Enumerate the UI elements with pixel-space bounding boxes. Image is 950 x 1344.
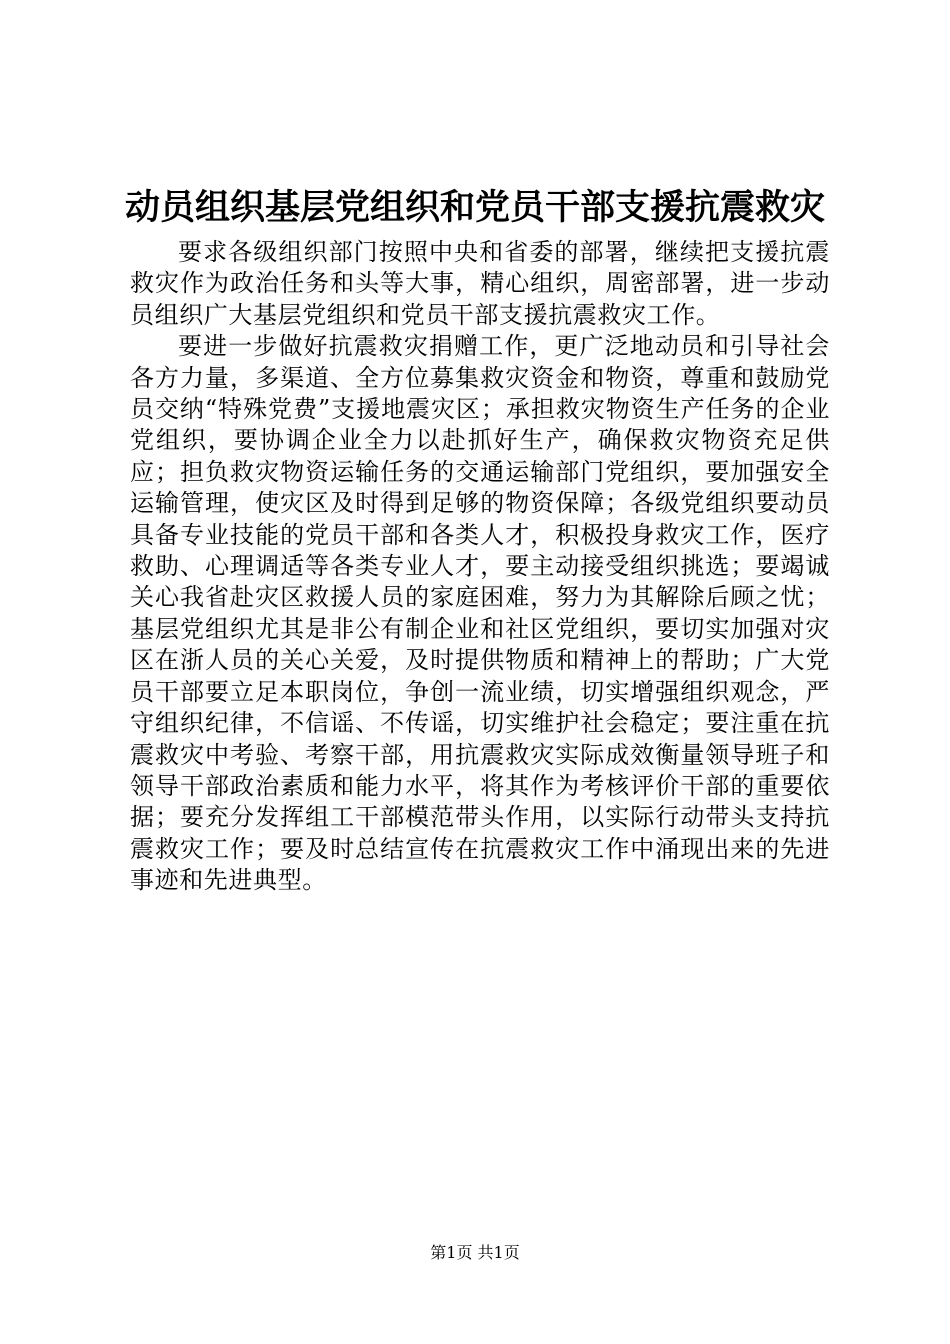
page-title: 动员组织基层党组织和党员干部支援抗震救灾 (124, 187, 825, 228)
document-body (130, 237, 830, 897)
paragraph-1: 要求各级组织部门按照中央和省委的部署，继续把支援抗震救灾作为政治任务和头等大事，精心组织，周密部署，进一步动员组织广大基层党组织和党员干部支援抗震救灾工作。 (130, 238, 830, 329)
paragraph-2: 要进一步做好抗震救灾捐赠工作，更广泛地动员和引导社会各方力量，多渠道、全方位募集救灾资金和物资，尊重和鼓励党员交纳“特殊党费”支援地震灾区；承担救灾物资生产任务的企业党组织，要协调企业全力以赴抓好生产，确保救灾物资充足供应；担负救灾物资运输任务的交通运输部门党组织，要加强安全运输管理，使灾区及时得到足够的物资保障；各级党组织要动员具备专业技能的党员干部和各类人才，积极投身救灾工作，医疗救助、心理调适等各类专业人才，要主动接受组织挑选；要竭诚关心我省赴灾区救援人员的家庭困难，努力为其解除后顾之忧；基层党组织尤其是非公有制企业和社区党组织，要切实加强对灾区在浙人员的关心关爱，及时提供物质和精神上的帮助；广大党员干部要立足本职岗位，争创一流业绩，切实增强组织观念，严守组织纪律，不信谣、不传谣，切实维护社会稳定；要注重在抗震救灾中考验、考察干部，用抗震救灾实际成效衡量领导班子和领导干部政治素质和能力水平，将其作为考核评价干部的重要依据；要充分发挥组工干部模范带头作用，以实际行动带头支持抗震救灾工作；要及时总结宣传在抗震救灾工作中涌现出来的先进事迹和先进典型。 (130, 332, 830, 895)
page-number-footer: 第1页 共1页 (430, 1243, 520, 1262)
